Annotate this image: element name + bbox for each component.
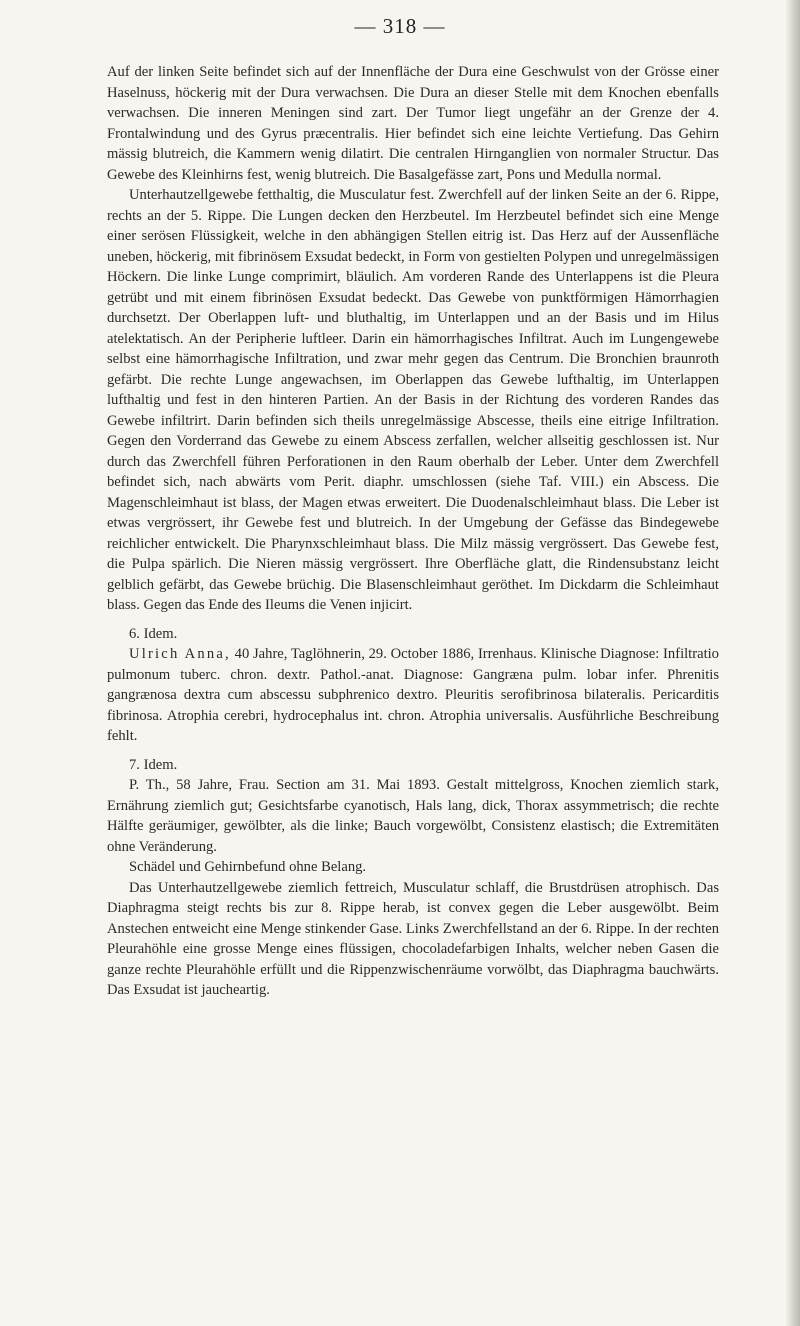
case-6-diagnosis: 40 Jahre, Taglöhnerin, 29. October 1886, Irrenhaus. Klinische Diagnose: Infiltratio pulmonum tuberc. chron. dextr. Pathol.-anat. Diagnose: Gangræna pulm. lobar infer. Phrenitis gangrænosa dextra cum abscessu subphrenico dextro. Pleuritis serofibrinosa bilateralis. Pericarditis fibrinosa. Atrophia cerebri, hydrocephalus int. chron. Atrophia universalis. Ausführliche Beschreibung fehlt. xyxy=(107,646,719,744)
case-heading-6: 6. Idem. xyxy=(129,625,178,642)
patient-name: Ulrich Anna, xyxy=(129,646,231,662)
paragraph-dura-tumor: Auf der linken Seite befindet sich auf der Innenfläche der Dura eine Geschwulst von der Grösse einer Haselnuss, höckerig mit der Dura verwachsen. Die Dura an dieser Stelle mit dem Knochen ebenfalls verwachsen. Die inneren Meningen sind zart. Der Tumor liegt ungefähr an der Grenze der 4. Frontalwindung und des Gyrus præcentralis. Hier befindet sich eine leichte Vertiefung. Das Gehirn mässig blutreich, die Kammern wenig dilatirt. Die centralen Hirnganglien von normaler Structur. Das Gewebe des Kleinhirns fest, wenig blutreich. Die Basalgefässe zart, Pons und Medulla normal. xyxy=(107,64,719,183)
paragraph-thorax-finding: Das Unterhautzellgewebe ziemlich fettreich, Musculatur schlaff, die Brustdrüsen atrophisch. Das Diaphragma steigt rechts bis zur 8. Rippe herab, ist convex gegen die Leber ausgewölbt. Beim Anstechen entweicht eine Menge stinkender Gase. Links Zwerchfellstand an der 6. Rippe. In der rechten Pleurahöhle eine grosse Menge eines flüssigen, chocoladefarbigen Inhalts, welcher neben Gasen die ganze rechte Pleurahöhle erfüllt und die Rippenzwischenräume vorwölbt, das Diaphragma bauchwärts. Das Exsudat ist jaucheartig. xyxy=(107,879,719,998)
paragraph-skull-finding: Schädel und Gehirnbefund ohne Belang. xyxy=(129,859,367,875)
page-body xyxy=(107,62,719,1001)
case-heading-7: 7. Idem. xyxy=(129,756,178,773)
page-number: — 318 — xyxy=(354,14,446,38)
page-edge-shadow xyxy=(786,0,800,1326)
paragraph-case-6 xyxy=(107,644,719,747)
paragraph-autopsy-findings: Unterhautzellgewebe fetthaltig, die Musculatur fest. Zwerchfell auf der linken Seite an der 6. Rippe, rechts an der 5. Rippe. Die Lungen decken den Herzbeutel. Im Herzbeutel befindet sich eine Menge einer serösen Flüssigkeit, welche in den abhängigen Stellen eitrig ist. Das Herz auf der Aussenfläche uneben, höckerig, mit fibrinösem Exsudat bedeckt, in Form von gestielten Polypen und unregelmässigen Höckern. Die linke Lunge comprimirt, bläulich. Am vorderen Rande des Unterlappens ist die Pleura getrübt und mit einem fibrinösen Exsudat bedeckt. Das Gewebe von punktförmigen Hämorrhagien durchsetzt. Der Oberlappen luft- und bluthaltig, im Unterlappen und an der Basis und im Hilus atelektatisch. An der Peripherie luftleer. Darin ein hämorrhagisches Infiltrat. Auch im Lungengewebe selbst eine hämorrhagische Infiltration, und zwar mehr gegen das Centrum. Die Bronchien braunroth gefärbt. Die rechte Lunge angewachsen, im Oberlappen das Gewebe lufthaltig, im Unterlappen lufthaltig und fest in den hinteren Partien. An der Basis in der Richtung des vorderen Randes das Gewebe infiltrirt. Darin befinden sich theils unregelmässige Abscesse, theils eine eitrige Infiltration. Gegen den Vorderrand das Gewebe zu einem Abscess zerfallen, welcher allseitig geschlossen ist. Nur durch das Zwerchfell führen Perforationen in den Raum oberhalb der Leber. Unter dem Zwerchfell befindet sich, nach abwärts vom Perit. diaphr. umschlossen (siehe Taf. VIII.) ein Abscess. Die Magenschleimhaut ist blass, der Magen etwas erweitert. Die Duodenalschleimhaut blass. Die Leber ist etwas vergrössert, ihr Gewebe fest und blutreich. In der Umgebung der Gefässe das Bindegewebe reichlicher entwickelt. Die Pharynxschleimhaut blass. Die Milz mässig vergrössert. Das Gewebe fest, die Pulpa spärlich. Die Nieren mässig vergrössert. Ihre Oberfläche glatt, die Rindensubstanz leicht gelblich gefärbt, das Gewebe brüchig. Die Blasenschleimhaut geröthet. Im Dickdarm die Schleimhaut blass. Gegen das Ende des Ileums die Venen injicirt. xyxy=(107,187,719,613)
paragraph-case-7-intro: P. Th., 58 Jahre, Frau. Section am 31. Mai 1893. Gestalt mittelgross, Knochen ziemlich stark, Ernährung ziemlich gut; Gesichtsfarbe cyanotisch, Hals lang, dick, Thorax assymmetrisch; die rechte Hälfte geräumiger, gewölbter, als die linke; Bauch vorgewölbt, Consistenz elastisch; die Extremitäten ohne Veränderung. xyxy=(107,777,719,855)
